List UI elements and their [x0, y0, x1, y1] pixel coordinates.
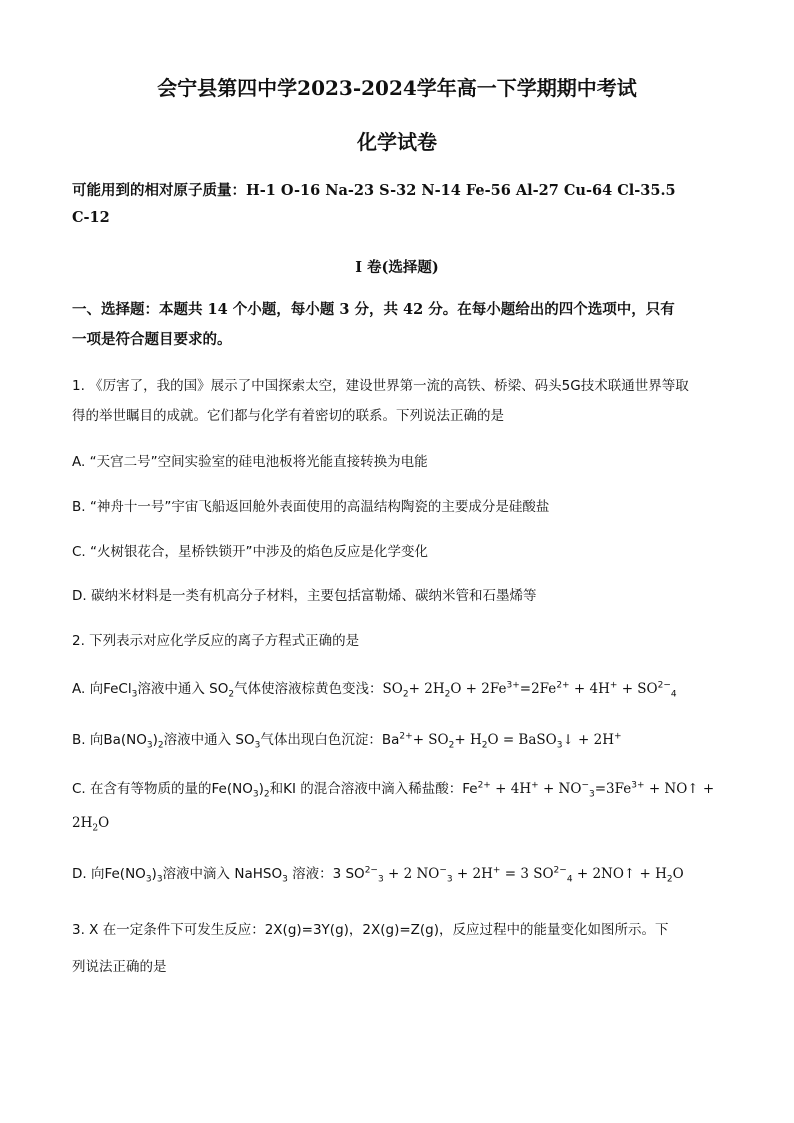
q2-option-c: C. 在含有等物质的量的$Fe(NO_3)_2$和KI 的混合溶液中滴入稀盐酸：$Fe^{2+} + 4H^+ + NO^-_3=3Fe^{3+}$ + NO↑ +: [72, 780, 715, 800]
q3-stem-line1: 3. X 在一定条件下可发生反应：2X(g)=3Y(g)，2X(g)=Z(g)，反应过程中的能量变化如图所示。下: [72, 922, 669, 938]
atomic-masses-line1: 可能用到的相对原子质量：H-1 O-16 Na-23 S-32 N-14 Fe-56 Al-27 Cu-64 Cl-35.5: [72, 182, 676, 199]
q2-stem: 2. 下列表示对应化学反应的离子方程式正确的是: [72, 633, 360, 649]
q1-stem-line2: 得的举世瞩目的成就。它们都与化学有着密切的联系。下列说法正确的是: [72, 408, 504, 424]
section-instruction-line1: 一、选择题：本题共 14 个小题，每小题 3 分，共 42 分。在每小题给出的四个选项中，只有: [72, 301, 675, 318]
q2-option-d: D. 向$Fe(NO_3)_3$溶液中滴入 NaHSO$_3$ 溶液：3 $SO^{2-}_3 + 2$ $NO^-_3 + 2H^+ = 3$ $SO^{2-}_4$ + 2NO↑ + $H_2O$: [72, 865, 684, 885]
q3-stem-line2: 列说法正确的是: [72, 959, 167, 975]
subject-title: 化学试卷: [357, 130, 437, 154]
q1-stem-line1: 1. 《厉害了，我的国》展示了中国探索太空，建设世界第一流的高铁、桥梁、码头5G技术联通世界等取: [72, 378, 689, 394]
q1-option-d: D. 碳纳米材料是一类有机高分子材料，主要包括富勒烯、碳纳米管和石墨烯等: [72, 588, 537, 604]
q1-option-b: B. “神舟十一号”宇宙飞船返回舱外表面使用的高温结构陶瓷的主要成分是硅酸盐: [72, 499, 550, 515]
section-instruction-line2: 一项是符合题目要求的。: [72, 331, 232, 348]
q2-option-c-line2: $2H_2O$: [72, 815, 110, 834]
atomic-masses-line2: C-12: [72, 209, 110, 226]
q2-option-a: A. 向FeCl$_3$溶液中通入 $SO_2$气体使溶液棕黄色变浅：$SO_2+ 2H_2O + 2Fe^{3+}=2Fe^{2+} + 4H^+ + SO^{2-}_4$: [72, 680, 677, 700]
q2-option-b: B. 向$Ba(NO_3)_2$溶液中通入 $SO_3$气体出现白色沉淀：$Ba^{2+}+ SO_2+ H_2O$ = BaSO$_3$↓ + 2H+: [72, 731, 622, 751]
q1-option-c: C. “火树银花合，星桥铁锁开”中涉及的焰色反应是化学变化: [72, 544, 428, 560]
q1-option-a: A. “天宫二号”空间实验室的硅电池板将光能直接转换为电能: [72, 454, 428, 470]
section-title: I 卷(选择题): [355, 259, 439, 276]
exam-title: 会宁县第四中学2023-2024学年高一下学期期中考试: [157, 76, 637, 100]
